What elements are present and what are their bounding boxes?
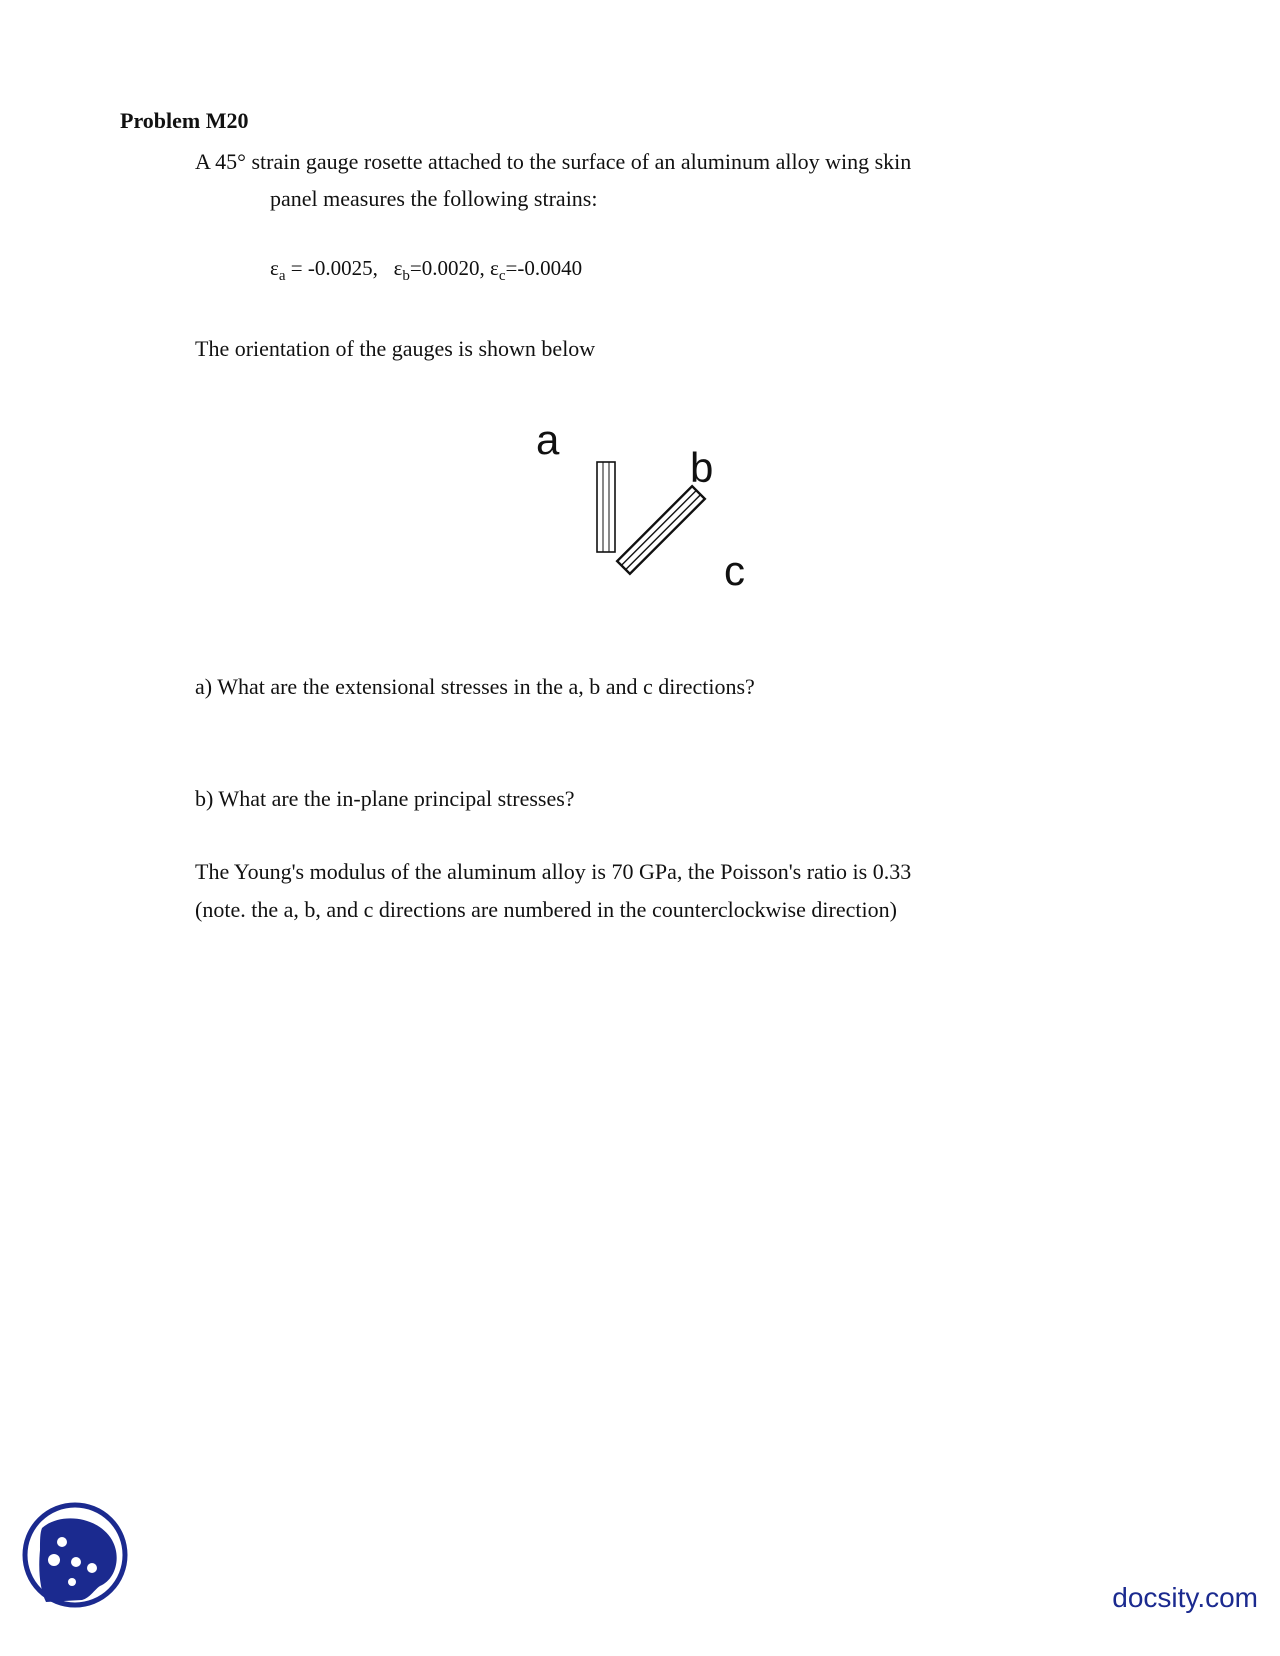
- direction-note: (note. the a, b, and c directions are numbered in the counterclockwise direction): [195, 897, 897, 922]
- strain-b-symbol: ε: [393, 256, 403, 280]
- question-a: a) What are the extensional stresses in the a, b and c directions?: [195, 674, 755, 699]
- problem-title: Problem M20: [120, 108, 249, 133]
- rosette-diagram: [536, 416, 780, 620]
- strain-b-value: =0.0020,: [409, 256, 485, 280]
- strain-c-value: =-0.0040: [505, 256, 583, 280]
- strain-a-value: = -0.0025,: [285, 256, 378, 280]
- docsity-brand-link[interactable]: docsity.com: [1112, 1582, 1258, 1613]
- strain-a-symbol: ε: [270, 256, 279, 280]
- gauge-b: [617, 486, 705, 574]
- strain-c-symbol: ε: [490, 256, 499, 280]
- gauge-a: [597, 462, 615, 552]
- label-c: c: [724, 547, 745, 594]
- label-b: b: [690, 444, 714, 491]
- intro-line-1: A 45° strain gauge rosette attached to the surface of an aluminum alloy wing skin: [195, 149, 912, 174]
- intro-line-2: panel measures the following strains:: [270, 186, 598, 211]
- strain-b-subscript: b: [402, 268, 410, 284]
- label-a: a: [536, 416, 560, 463]
- material-properties: The Young's modulus of the aluminum alloy is 70 GPa, the Poisson's ratio is 0.33: [195, 859, 912, 884]
- orientation-text: The orientation of the gauges is shown below: [195, 336, 596, 361]
- docsity-logo-icon[interactable]: [20, 1500, 130, 1610]
- strain-values: [270, 250, 582, 295]
- strain-a-subscript: a: [278, 268, 286, 284]
- strain-c-subscript: c: [498, 268, 506, 284]
- question-b: b) What are the in-plane principal stresses?: [195, 786, 575, 811]
